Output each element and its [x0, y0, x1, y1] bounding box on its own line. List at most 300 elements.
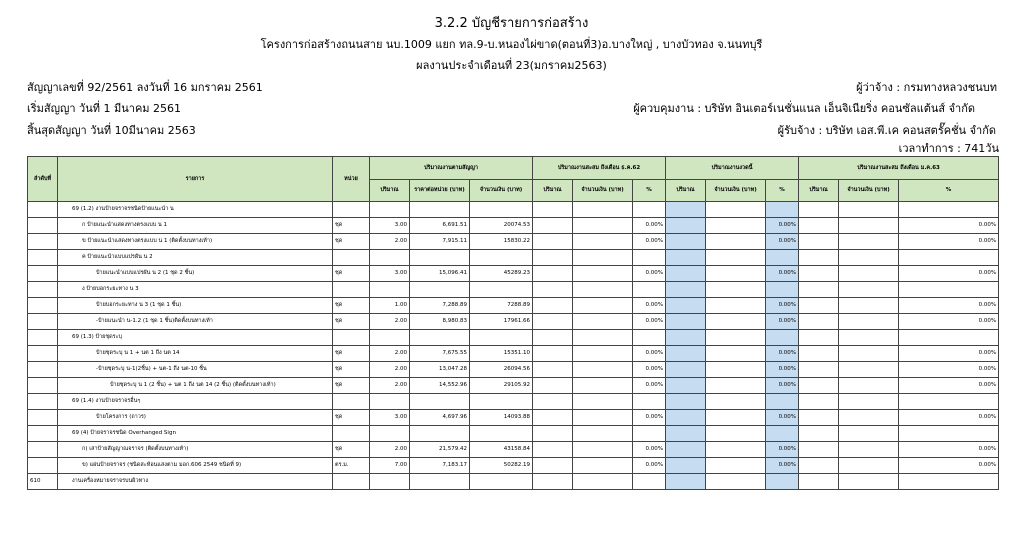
contract-number: สัญญาเลขที่ 92/2561 ลงวันที่ 16 มกราคม 2561	[27, 81, 263, 94]
cum-amount-cell	[839, 234, 899, 250]
cum-pct-cell: 0.00%	[899, 346, 999, 362]
desc-cell: ข) แผ่นป้ายจราจร (ชนิดสะท้อนแสงตาม มอก.606 2549 ชนิดที่ 9)	[58, 458, 333, 474]
prev-pct-cell: 0.00%	[633, 314, 666, 330]
col-prev-amount: จำนวนเงิน (บาท)	[573, 180, 633, 202]
contract-qty-cell	[370, 330, 410, 346]
cum-pct-cell	[899, 474, 999, 490]
this-amount-cell	[706, 282, 766, 298]
prev-amount-cell	[573, 330, 633, 346]
unit-cell	[333, 202, 370, 218]
cum-qty-cell	[799, 218, 839, 234]
this-amount-cell	[706, 218, 766, 234]
item-no-cell	[28, 346, 58, 362]
this-pct-cell: 0.00%	[766, 410, 799, 426]
contract-price-cell	[410, 282, 470, 298]
desc-cell: ก) เสาป้ายสัญญาณจราจร (ติดตั้งบนทางเท้า)	[58, 442, 333, 458]
this-qty-cell	[666, 458, 706, 474]
prev-pct-cell: 0.00%	[633, 298, 666, 314]
cum-amount-cell	[839, 282, 899, 298]
item-no-cell	[28, 458, 58, 474]
prev-amount-cell	[573, 394, 633, 410]
cum-qty-cell	[799, 410, 839, 426]
prev-pct-cell: 0.00%	[633, 266, 666, 282]
contract-amount-cell: 20074.53	[470, 218, 533, 234]
cum-qty-cell	[799, 314, 839, 330]
prev-pct-cell: 0.00%	[633, 234, 666, 250]
this-qty-cell	[666, 202, 706, 218]
this-pct-cell: 0.00%	[766, 442, 799, 458]
cum-pct-cell	[899, 202, 999, 218]
item-no-cell	[28, 314, 58, 330]
contract-price-cell: 21,579.42	[410, 442, 470, 458]
contract-qty-cell: 2.00	[370, 314, 410, 330]
prev-qty-cell	[533, 458, 573, 474]
contract-amount-cell: 7288.89	[470, 298, 533, 314]
table-row	[28, 442, 999, 458]
prev-amount-cell	[573, 314, 633, 330]
this-qty-cell	[666, 394, 706, 410]
prev-amount-cell	[573, 282, 633, 298]
cum-pct-cell: 0.00%	[899, 410, 999, 426]
contract-price-cell: 4,697.96	[410, 410, 470, 426]
item-no-cell	[28, 202, 58, 218]
item-no-cell	[28, 394, 58, 410]
cum-qty-cell	[799, 298, 839, 314]
contract-amount-cell	[470, 394, 533, 410]
prev-pct-cell: 0.00%	[633, 346, 666, 362]
col-group-prev: ปริมาณงานสะสม ถึงเดือน ธ.ค.62	[533, 157, 666, 180]
this-amount-cell	[706, 202, 766, 218]
contract-qty-cell: 2.00	[370, 346, 410, 362]
desc-cell: 69 (1.2) งานป้ายจราจรชนิดป้ายแนะนำ น	[58, 202, 333, 218]
prev-pct-cell: 0.00%	[633, 378, 666, 394]
col-cum-pct: %	[899, 180, 999, 202]
contract-qty-cell	[370, 474, 410, 490]
contract-price-cell: 7,915.11	[410, 234, 470, 250]
prev-pct-cell	[633, 250, 666, 266]
contract-qty-cell: 3.00	[370, 218, 410, 234]
cum-qty-cell	[799, 330, 839, 346]
prev-qty-cell	[533, 234, 573, 250]
unit-cell	[333, 330, 370, 346]
this-qty-cell	[666, 314, 706, 330]
cum-pct-cell	[899, 282, 999, 298]
cum-pct-cell: 0.00%	[899, 378, 999, 394]
cum-amount-cell	[839, 410, 899, 426]
prev-qty-cell	[533, 282, 573, 298]
cum-amount-cell	[839, 346, 899, 362]
prev-pct-cell	[633, 330, 666, 346]
cum-pct-cell: 0.00%	[899, 314, 999, 330]
unit-cell	[333, 426, 370, 442]
unit-cell: ชุด	[333, 266, 370, 282]
cum-amount-cell	[839, 378, 899, 394]
contract-amount-cell: 17961.66	[470, 314, 533, 330]
contract-price-cell: 15,096.41	[410, 266, 470, 282]
cum-qty-cell	[799, 474, 839, 490]
contract-price-cell	[410, 394, 470, 410]
desc-cell: ข ป้ายแนะนำแสดงทางตรงแบบ น 1 (ติดตั้งบนทางเท้า)	[58, 234, 333, 250]
desc-cell: ก ป้ายแนะนำแสดงทางตรงแบบ น 1	[58, 218, 333, 234]
this-qty-cell	[666, 426, 706, 442]
unit-cell: ตร.ม.	[333, 458, 370, 474]
this-pct-cell	[766, 250, 799, 266]
this-qty-cell	[666, 266, 706, 282]
supervisor: ผู้ควบคุมงาน : บริษัท อินเตอร์เนชั่นแนล เอ็นจิเนียริ่ง คอนซัลแต้นส์ จำกัด	[633, 102, 975, 115]
prev-pct-cell	[633, 282, 666, 298]
contract-price-cell	[410, 474, 470, 490]
table-row	[28, 314, 999, 330]
progress-period: ผลงานประจำเดือนที่ 23(มกราคม2563)	[416, 59, 607, 72]
table-row	[28, 202, 999, 218]
prev-pct-cell	[633, 426, 666, 442]
prev-pct-cell	[633, 474, 666, 490]
this-amount-cell	[706, 474, 766, 490]
contract-amount-cell: 15830.22	[470, 234, 533, 250]
desc-cell: 69 (1.4) งานป้ายจราจรอื่นๆ	[58, 394, 333, 410]
contract-price-cell: 14,552.96	[410, 378, 470, 394]
unit-cell: ชุด	[333, 362, 370, 378]
prev-amount-cell	[573, 218, 633, 234]
prev-qty-cell	[533, 378, 573, 394]
cum-pct-cell	[899, 330, 999, 346]
contract-amount-cell: 43158.84	[470, 442, 533, 458]
table-row	[28, 474, 999, 490]
cum-pct-cell: 0.00%	[899, 266, 999, 282]
cum-pct-cell: 0.00%	[899, 298, 999, 314]
cum-qty-cell	[799, 202, 839, 218]
this-pct-cell	[766, 282, 799, 298]
this-qty-cell	[666, 378, 706, 394]
prev-amount-cell	[573, 202, 633, 218]
prev-pct-cell: 0.00%	[633, 410, 666, 426]
cum-amount-cell	[839, 426, 899, 442]
contract-amount-cell: 15351.10	[470, 346, 533, 362]
prev-qty-cell	[533, 314, 573, 330]
table-row	[28, 234, 999, 250]
prev-amount-cell	[573, 250, 633, 266]
cum-qty-cell	[799, 458, 839, 474]
this-amount-cell	[706, 362, 766, 378]
this-qty-cell	[666, 362, 706, 378]
item-no-cell	[28, 282, 58, 298]
desc-cell: 69 (4) ป้ายจราจรชนิด Overhanged Sign	[58, 426, 333, 442]
cum-amount-cell	[839, 250, 899, 266]
prev-amount-cell	[573, 378, 633, 394]
col-contract-price: ราคาต่อหน่วย (บาท)	[410, 180, 470, 202]
cum-pct-cell: 0.00%	[899, 218, 999, 234]
contract-qty-cell: 7.00	[370, 458, 410, 474]
contract-amount-cell: 29105.92	[470, 378, 533, 394]
contract-qty-cell: 2.00	[370, 362, 410, 378]
unit-cell	[333, 250, 370, 266]
cum-pct-cell	[899, 250, 999, 266]
this-qty-cell	[666, 410, 706, 426]
col-contract-qty: ปริมาณ	[370, 180, 410, 202]
unit-cell: ชุด	[333, 298, 370, 314]
contract-amount-cell	[470, 202, 533, 218]
item-no-cell	[28, 330, 58, 346]
item-no-cell: 610	[28, 474, 58, 490]
unit-cell: ชุด	[333, 442, 370, 458]
col-this-pct: %	[766, 180, 799, 202]
cum-qty-cell	[799, 250, 839, 266]
item-no-cell	[28, 426, 58, 442]
prev-amount-cell	[573, 266, 633, 282]
contract-qty-cell: 2.00	[370, 442, 410, 458]
unit-cell: ชุด	[333, 346, 370, 362]
col-group-contract: ปริมาณงานตามสัญญา	[370, 157, 533, 180]
contract-price-cell	[410, 250, 470, 266]
col-this-amount: จำนวนเงิน (บาท)	[706, 180, 766, 202]
prev-pct-cell	[633, 394, 666, 410]
cum-pct-cell: 0.00%	[899, 362, 999, 378]
desc-cell: ป้ายบอกระยะทาง น 3 (1 ชุด 1 ชิ้น)	[58, 298, 333, 314]
this-amount-cell	[706, 250, 766, 266]
contract-amount-cell: 14093.88	[470, 410, 533, 426]
prev-qty-cell	[533, 202, 573, 218]
this-amount-cell	[706, 314, 766, 330]
item-no-cell	[28, 378, 58, 394]
prev-amount-cell	[573, 458, 633, 474]
item-no-cell	[28, 442, 58, 458]
prev-qty-cell	[533, 250, 573, 266]
this-pct-cell: 0.00%	[766, 346, 799, 362]
contractor: ผู้รับจ้าง : บริษัท เอส.พี.เค คอนสตรั๊คชั่น จำกัด	[777, 124, 996, 137]
item-no-cell	[28, 218, 58, 234]
contract-price-cell	[410, 202, 470, 218]
this-amount-cell	[706, 234, 766, 250]
page-title: 3.2.2 บัญชีรายการก่อสร้าง	[434, 16, 589, 31]
cum-amount-cell	[839, 298, 899, 314]
item-no-cell	[28, 266, 58, 282]
cum-pct-cell	[899, 426, 999, 442]
contract-qty-cell	[370, 282, 410, 298]
table-row	[28, 362, 999, 378]
this-pct-cell: 0.00%	[766, 378, 799, 394]
cum-qty-cell	[799, 394, 839, 410]
desc-cell: -ป้ายชุดระบุ น-1(2ชิ้น) + นต-1 ถึง นต-10 ชิ้น	[58, 362, 333, 378]
this-qty-cell	[666, 234, 706, 250]
this-amount-cell	[706, 458, 766, 474]
desc-cell: 69 (1.3) ป้ายชุดระบุ	[58, 330, 333, 346]
contract-price-cell: 7,288.89	[410, 298, 470, 314]
prev-amount-cell	[573, 442, 633, 458]
this-pct-cell	[766, 330, 799, 346]
cum-qty-cell	[799, 266, 839, 282]
item-no-cell	[28, 298, 58, 314]
col-prev-qty: ปริมาณ	[533, 180, 573, 202]
this-pct-cell: 0.00%	[766, 234, 799, 250]
this-qty-cell	[666, 330, 706, 346]
item-no-cell	[28, 234, 58, 250]
unit-cell	[333, 474, 370, 490]
this-pct-cell: 0.00%	[766, 218, 799, 234]
prev-qty-cell	[533, 394, 573, 410]
contract-amount-cell: 26094.56	[470, 362, 533, 378]
cum-amount-cell	[839, 474, 899, 490]
cum-amount-cell	[839, 442, 899, 458]
prev-pct-cell: 0.00%	[633, 218, 666, 234]
project-name: โครงการก่อสร้างถนนสาย นบ.1009 แยก ทล.9-บ.หนองไผ่ขาด(ตอนที่3)อ.บางใหญ่ , บางบัวทอง จ.นนทบุรี	[260, 38, 763, 51]
contract-amount-cell	[470, 426, 533, 442]
this-pct-cell	[766, 394, 799, 410]
prev-pct-cell: 0.00%	[633, 458, 666, 474]
contract-price-cell: 8,980.83	[410, 314, 470, 330]
cum-amount-cell	[839, 202, 899, 218]
contract-price-cell: 6,691.51	[410, 218, 470, 234]
this-pct-cell	[766, 426, 799, 442]
desc-cell: ป้ายโครงการ (ถาวร)	[58, 410, 333, 426]
contract-price-cell: 13,047.28	[410, 362, 470, 378]
contract-qty-cell: 1.00	[370, 298, 410, 314]
prev-qty-cell	[533, 330, 573, 346]
this-qty-cell	[666, 474, 706, 490]
this-pct-cell: 0.00%	[766, 266, 799, 282]
this-pct-cell	[766, 474, 799, 490]
prev-qty-cell	[533, 266, 573, 282]
cum-qty-cell	[799, 426, 839, 442]
prev-qty-cell	[533, 474, 573, 490]
cum-pct-cell	[899, 394, 999, 410]
table-row	[28, 378, 999, 394]
cum-qty-cell	[799, 282, 839, 298]
contract-qty-cell: 3.00	[370, 410, 410, 426]
prev-qty-cell	[533, 442, 573, 458]
this-qty-cell	[666, 250, 706, 266]
cum-amount-cell	[839, 314, 899, 330]
item-no-cell	[28, 362, 58, 378]
contract-qty-cell	[370, 394, 410, 410]
this-qty-cell	[666, 218, 706, 234]
contract-start: เริ่มสัญญา วันที่ 1 มีนาคม 2561	[27, 102, 182, 115]
col-cum-amount: จำนวนเงิน (บาท)	[839, 180, 899, 202]
prev-qty-cell	[533, 346, 573, 362]
this-qty-cell	[666, 442, 706, 458]
cum-amount-cell	[839, 330, 899, 346]
desc-cell: ป้ายชุดระบุ น 1 (2 ชิ้น) + นต 1 ถึง นต 14 (2 ชิ้น) (ติดตั้งบนทางเท้า)	[58, 378, 333, 394]
prev-qty-cell	[533, 426, 573, 442]
contract-end: สิ้นสุดสัญญา วันที่ 10มีนาคม 2563	[27, 124, 196, 137]
cum-pct-cell: 0.00%	[899, 458, 999, 474]
desc-cell: -ป้ายแนะนำ น-1.2 (1 ชุด 1 ชิ้น)ติดตั้งบนทางเท้า	[58, 314, 333, 330]
prev-amount-cell	[573, 410, 633, 426]
prev-qty-cell	[533, 362, 573, 378]
col-this-qty: ปริมาณ	[666, 180, 706, 202]
contract-amount-cell	[470, 474, 533, 490]
desc-cell: ป้ายชุดระบุ น 1 + นต 1 ถึง นต 14	[58, 346, 333, 362]
prev-pct-cell: 0.00%	[633, 362, 666, 378]
this-pct-cell: 0.00%	[766, 458, 799, 474]
this-amount-cell	[706, 266, 766, 282]
cum-amount-cell	[839, 394, 899, 410]
contract-price-cell: 7,675.55	[410, 346, 470, 362]
contract-amount-cell	[470, 250, 533, 266]
col-item-no: ลำดับที่	[28, 157, 58, 202]
table-row	[28, 410, 999, 426]
this-qty-cell	[666, 346, 706, 362]
prev-pct-cell: 0.00%	[633, 442, 666, 458]
desc-cell: ง ป้ายบอกระยะทาง น 3	[58, 282, 333, 298]
col-contract-amount: จำนวนเงิน (บาท)	[470, 180, 533, 202]
contract-qty-cell: 2.00	[370, 378, 410, 394]
this-pct-cell: 0.00%	[766, 298, 799, 314]
prev-qty-cell	[533, 218, 573, 234]
contract-amount-cell: 50282.19	[470, 458, 533, 474]
unit-cell: ชุด	[333, 378, 370, 394]
col-group-this: ปริมาณงานงวดนี้	[666, 157, 799, 180]
table-row	[28, 298, 999, 314]
cum-qty-cell	[799, 362, 839, 378]
unit-cell: ชุด	[333, 218, 370, 234]
col-unit: หน่วย	[333, 157, 370, 202]
cum-qty-cell	[799, 378, 839, 394]
prev-qty-cell	[533, 410, 573, 426]
contract-amount-cell	[470, 282, 533, 298]
this-pct-cell	[766, 202, 799, 218]
contract-price-cell	[410, 330, 470, 346]
item-no-cell	[28, 250, 58, 266]
table-row	[28, 426, 999, 442]
prev-qty-cell	[533, 298, 573, 314]
contract-qty-cell	[370, 426, 410, 442]
construction-items-table	[27, 156, 999, 490]
this-amount-cell	[706, 330, 766, 346]
cum-pct-cell: 0.00%	[899, 442, 999, 458]
table-row	[28, 346, 999, 362]
this-amount-cell	[706, 298, 766, 314]
cum-amount-cell	[839, 266, 899, 282]
this-amount-cell	[706, 394, 766, 410]
this-amount-cell	[706, 378, 766, 394]
item-no-cell	[28, 410, 58, 426]
col-desc: รายการ	[58, 157, 333, 202]
col-group-cum: ปริมาณงานสะสม ถึงเดือน ม.ค.63	[799, 157, 999, 180]
cum-amount-cell	[839, 362, 899, 378]
unit-cell	[333, 282, 370, 298]
contract-price-cell: 7,183.17	[410, 458, 470, 474]
desc-cell: งานเครื่องหมายจราจรบนผิวทาง	[58, 474, 333, 490]
unit-cell: ชุด	[333, 410, 370, 426]
contract-amount-cell: 45289.23	[470, 266, 533, 282]
unit-cell	[333, 394, 370, 410]
this-pct-cell: 0.00%	[766, 362, 799, 378]
prev-amount-cell	[573, 234, 633, 250]
prev-amount-cell	[573, 298, 633, 314]
col-cum-qty: ปริมาณ	[799, 180, 839, 202]
desc-cell: ค ป้ายแนะนำแบบแปรผัน น 2	[58, 250, 333, 266]
cum-qty-cell	[799, 442, 839, 458]
contract-qty-cell: 2.00	[370, 234, 410, 250]
table-row	[28, 458, 999, 474]
this-amount-cell	[706, 410, 766, 426]
table-row	[28, 282, 999, 298]
prev-amount-cell	[573, 426, 633, 442]
this-qty-cell	[666, 298, 706, 314]
employer: ผู้ว่าจ้าง : กรมทางหลวงชนบท	[856, 81, 997, 94]
contract-price-cell	[410, 426, 470, 442]
table-row	[28, 218, 999, 234]
table-row	[28, 330, 999, 346]
table-row	[28, 394, 999, 410]
cum-qty-cell	[799, 234, 839, 250]
contract-qty-cell	[370, 202, 410, 218]
this-amount-cell	[706, 426, 766, 442]
prev-amount-cell	[573, 474, 633, 490]
cum-pct-cell: 0.00%	[899, 234, 999, 250]
this-amount-cell	[706, 346, 766, 362]
table-row	[28, 266, 999, 282]
